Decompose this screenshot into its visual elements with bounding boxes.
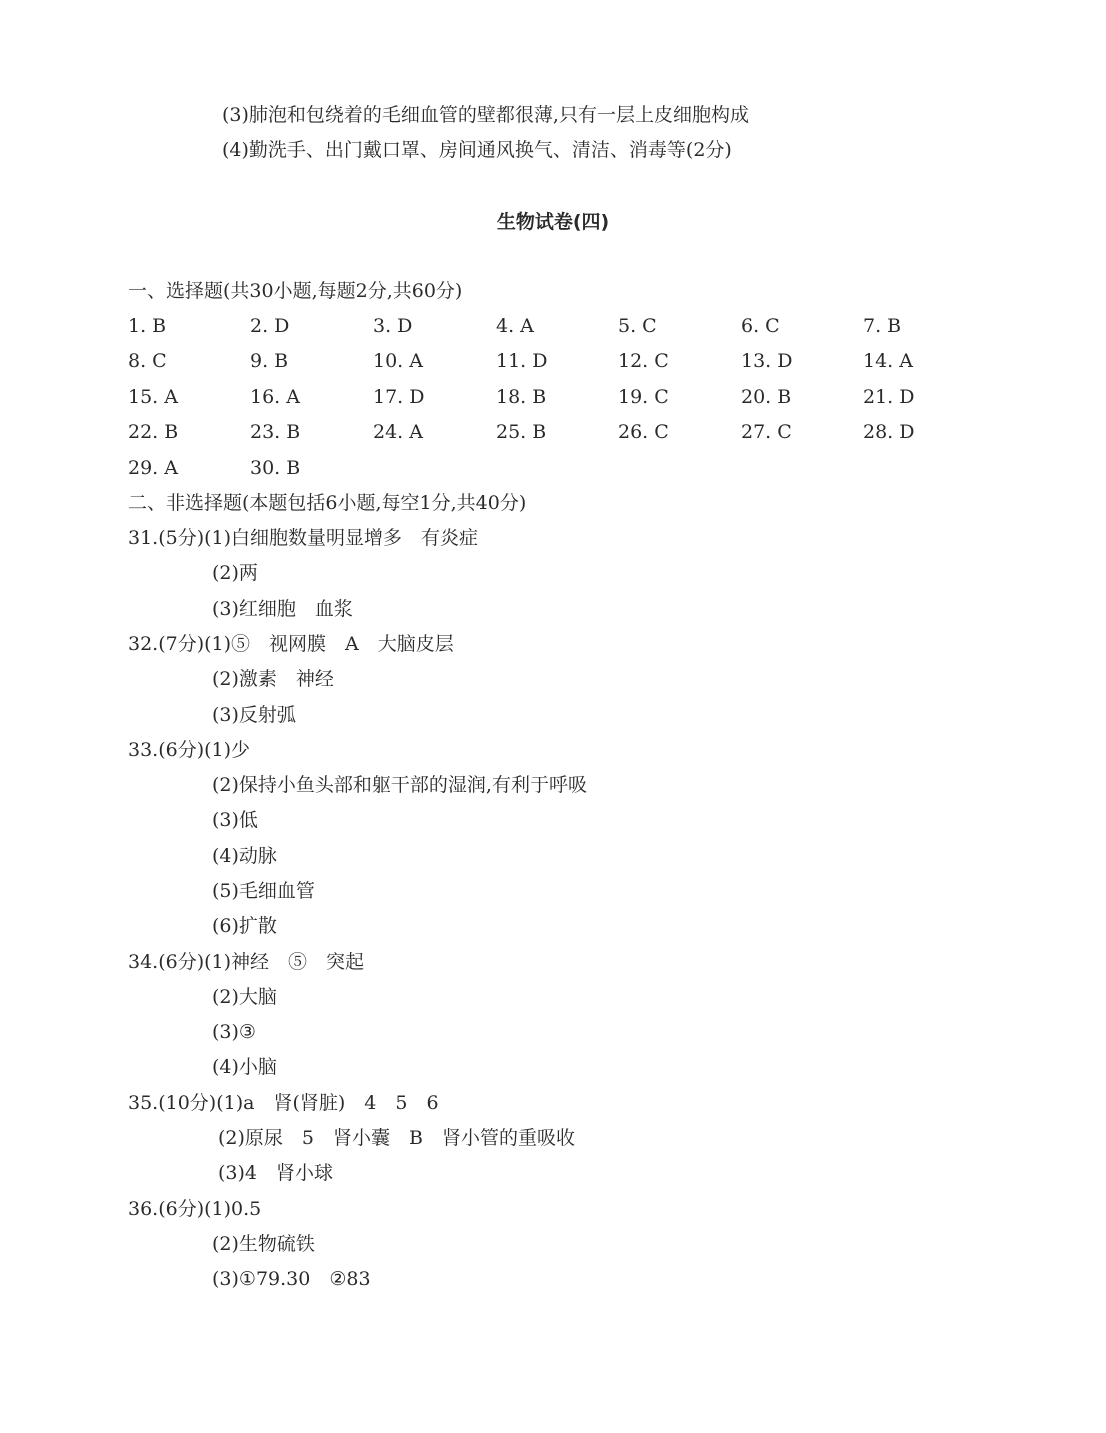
answer-line: 32.(7分)(1)⑤ 视网膜 A 大脑皮层	[128, 633, 454, 655]
answer-line: 33.(6分)(1)少	[128, 739, 251, 761]
answer-line: (3)③	[212, 1021, 256, 1043]
section-heading: 二、非选择题(本题包括6小题,每空1分,共40分)	[128, 492, 527, 514]
answer-cell: 22. B	[128, 421, 179, 444]
answer-cell: 15. A	[128, 385, 178, 408]
answer-cell: 4. A	[496, 315, 534, 337]
answer-line: (3)低	[212, 809, 258, 831]
answer-line: (2)激素 神经	[212, 668, 334, 690]
answer-cell: 2. D	[250, 315, 290, 337]
answer-line: (2)保持小鱼头部和躯干部的湿润,有利于呼吸	[212, 774, 587, 796]
answer-cell: 14. A	[863, 350, 913, 373]
answer-cell: 29. A	[128, 456, 178, 479]
answer-cell: 9. B	[250, 350, 289, 373]
answer-cell: 25. B	[496, 421, 547, 444]
answer-line: (5)毛细血管	[212, 880, 315, 902]
answer-cell: 3. D	[373, 315, 413, 337]
answer-line: (3)4 肾小球	[218, 1162, 334, 1184]
answer-cell: 19. C	[618, 385, 669, 408]
answer-cell: 26. C	[618, 421, 669, 444]
answer-line: (4)勤洗手、出门戴口罩、房间通风换气、清洁、消毒等(2分)	[222, 139, 732, 161]
answer-cell: 18. B	[496, 385, 547, 408]
answer-line: (3)反射弧	[212, 704, 296, 726]
answer-cell: 6. C	[741, 315, 780, 337]
answer-line: 36.(6分)(1)0.5	[128, 1198, 262, 1220]
answer-cell: 20. B	[741, 385, 792, 408]
answer-cell: 8. C	[128, 350, 167, 373]
answer-cell: 23. B	[250, 421, 301, 444]
answer-cell: 21. D	[863, 385, 915, 408]
answer-cell: 30. B	[250, 456, 301, 479]
answer-cell: 24. A	[373, 421, 423, 444]
answer-line: (3)①79.30 ②83	[212, 1268, 371, 1290]
answer-line: (3)红细胞 血浆	[212, 598, 353, 620]
answer-line: 35.(10分)(1)a 肾(肾脏) 4 5 6	[128, 1092, 439, 1114]
answer-cell: 17. D	[373, 385, 425, 408]
page-title: 生物试卷(四)	[496, 211, 610, 233]
answer-line: (4)小脑	[212, 1056, 277, 1078]
answer-line: (2)原尿 5 肾小囊 B 肾小管的重吸收	[218, 1127, 575, 1149]
answer-cell: 16. A	[250, 385, 300, 408]
answer-cell: 5. C	[618, 315, 657, 337]
answer-cell: 27. C	[741, 421, 792, 444]
answer-cell: 12. C	[618, 350, 669, 373]
answer-cell: 7. B	[863, 315, 902, 337]
answer-cell: 1. B	[128, 315, 167, 337]
answer-line: (6)扩散	[212, 915, 277, 937]
answer-line: (2)大脑	[212, 986, 277, 1008]
section-heading: 一、选择题(共30小题,每题2分,共60分)	[128, 280, 463, 302]
answer-line: 31.(5分)(1)白细胞数量明显增多 有炎症	[128, 527, 479, 549]
answer-cell: 10. A	[373, 350, 423, 373]
answer-cell: 13. D	[741, 350, 793, 373]
answer-cell: 28. D	[863, 421, 915, 444]
answer-line: (2)生物硫铁	[212, 1233, 315, 1255]
answer-cell: 11. D	[496, 350, 548, 373]
answer-line: (4)动脉	[212, 845, 277, 867]
answer-line: 34.(6分)(1)神经 ⑤ 突起	[128, 951, 365, 973]
answer-line: (3)肺泡和包绕着的毛细血管的壁都很薄,只有一层上皮细胞构成	[222, 104, 749, 126]
answer-line: (2)两	[212, 562, 258, 584]
